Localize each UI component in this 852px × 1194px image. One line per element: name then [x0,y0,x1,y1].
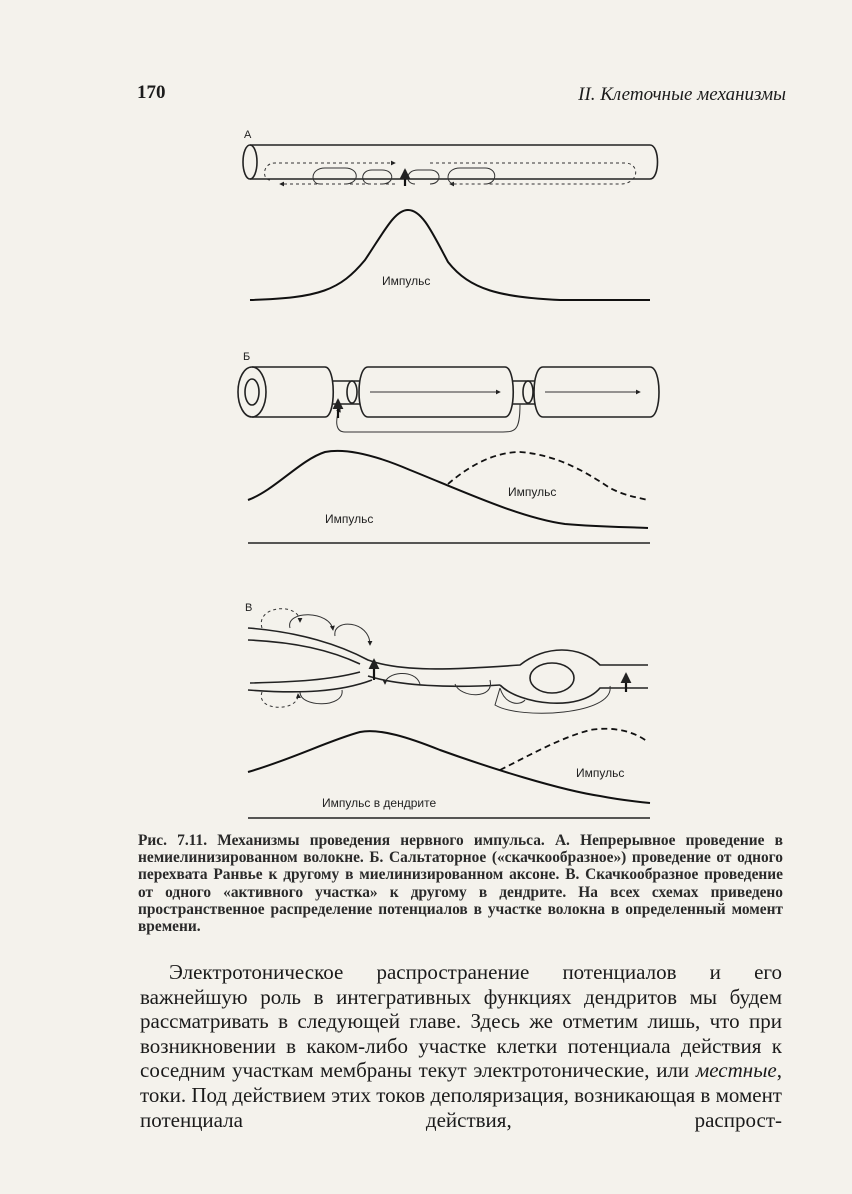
panel-b-saltatory-currents [337,392,640,432]
body-paragraph [140,960,782,1132]
panel-c-next-impulse-label: Импульс [576,766,625,780]
panel-c-next-impulse-curve [500,729,648,770]
figure-caption [138,832,783,935]
panel-a-impulse-curve [250,210,650,300]
caption-label: Рис. 7.11. [138,832,208,849]
panel-a-local-currents [265,163,636,184]
panel-b-impulse-curve [248,451,648,528]
panel-b-next-impulse-label: Импульс [508,485,557,499]
figure-7-11 [220,118,670,823]
panel-b-letter: Б [243,351,251,363]
panel-a-impulse-label: Импульс [382,274,431,288]
panel-b-impulse-label: Импульс [325,512,374,526]
caption-text: Механизмы проведения нервного импульса. А. Непрерывное проведение в немиелинизированном волокне. Б. Сальтаторное («скачкообразное») проведение от одного перехвата Ранвье к другому в миелинизированном аксоне. В. Скачкообразное проведение от одного «активного участка» к другому в дендрите. На всех схемах приведено пространственное распределение потенциалов в участке волокна в определенный момент времени. [138,832,783,936]
panel-c-dendrite-impulse-label: Импульс в дендрите [322,796,437,810]
panel-a-unmyelinated-fiber [243,145,658,179]
running-title: II. Клеточные механизмы [578,84,786,105]
panel-c-dendrite [248,628,648,703]
page-number: 170 [137,82,166,103]
panel-c-local-currents [261,609,610,714]
body-text-part-2: , токи. Под действием этих токов деполяризация, возникающая в момент потенциала действия, распрост- [140,1058,782,1132]
body-emphasis: местные [695,1058,777,1083]
panel-a-letter: А [244,129,252,141]
panel-c-letter: В [245,602,253,614]
body-text-part-1: Электротоническое распространение потенциалов и его важнейшую роль в интегративных функциях дендритов мы будем рассматривать в следующей главе. Здесь же отметим лишь, что при возникновении в каком-либо участке клетки потенциала действия к соседним участкам мембраны текут электротонические, или [140,960,782,1083]
